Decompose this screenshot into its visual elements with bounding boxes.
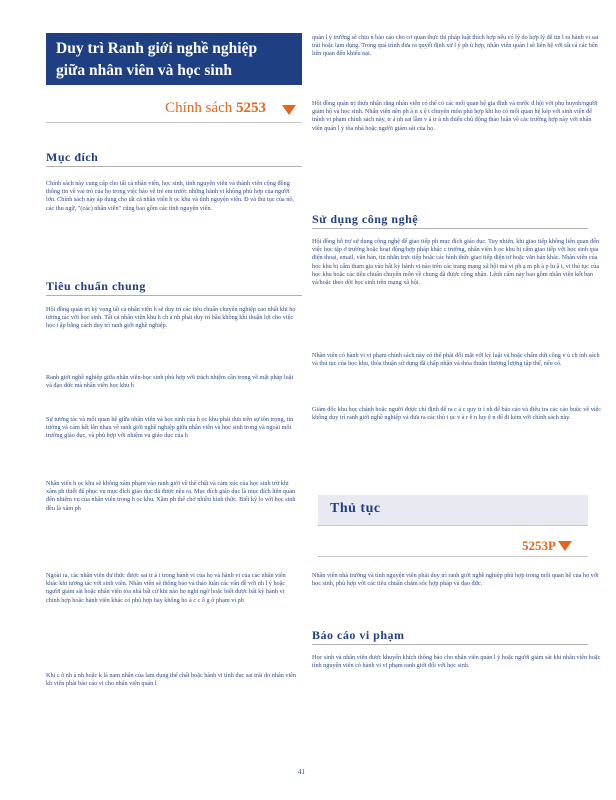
divider [312, 228, 588, 229]
standards-paragraph-4: Nhân viên h ọc khu sẽ không xâm phạm vào ranh giới về thể chất và cảm xúc của học sinh trừ khi xâm ph thiết để phục vụ mục đích giáo dục đã được nêu ra. Mục đích giáo dục là mục đích liên quan đến nhiệm vụ của nhân viên trong h ọc khu. Xâm ph thể chờ nhiều hình thức. Biết kỹ lo với học sinh đều là xâm ph [46, 480, 296, 512]
policy-word: Chính sách [165, 100, 233, 116]
reporting-heading: Báo cáo vi phạm [312, 628, 405, 642]
procedures-heading: Thủ tục [330, 501, 381, 516]
divider [312, 644, 588, 645]
purpose-paragraph: Chính sách này cung cấp cho tất cả nhân viên, học sinh, tình nguyện viên và thành viên cộng đồng thông tin về vai trò của họ trong việc bảo vệ trẻ em trước những hành vi không phù hợp của người lớn. Chính sách này áp dụng cho tất cả nhân viên h ọc khu và tình nguyện viên. Đ và thủ tục của nó, các thu ngữ, "(các) nhân viên" cũng bao gồm các tình nguyện viên. [46, 180, 294, 212]
title-line-2: giữa nhân viên và học sinh [56, 62, 232, 79]
right-paragraph-2: Hội đồng quản trị thừa nhận rằng nhân viên có thể có các mối quan hệ gia đình và trước đ hội với phụ huynh/người giám hộ và học sinh. Nhân viên nên ph ả n x ệ t chuyên môn phù hợp khi họ có mối quan hệ kép với sinh viên để tránh vi phạm chính sách này, tr ả nh sai lầm v ả tr ả nh thiếu chú động thảo luận về các trường hợp này với nhân viên quản l ý tòa nhà hoặc người giám sát của họ. [312, 100, 598, 132]
divider [46, 295, 302, 296]
document-title [46, 33, 302, 85]
triangle-down-icon [282, 105, 296, 115]
divider [46, 166, 302, 167]
procedures-banner [318, 495, 588, 526]
policy-label [165, 100, 266, 117]
technology-paragraph-1: Hội đồng hỗ trợ sử dụng công nghệ để giao tiếp ph mục đích giáo dục. Tuy nhiên, khi giao tiếp không liên quan đến việc học tập ở trường hoặc hoạt động/hợp pháp khác c trường, nhân viên h ọc khu bị cấm giao tiếp với học sinh qua điện thoại, email, văn bản, tin nhắn trực tiếp hoặc các hình thức giao tiếp điện tử hoặc văn bản khác. Nhân viên của học khu bị cấm tham gia vào bất kỳ hành vi nào trên các trang mạng xã hội mà vi ph ạ m ph ả p lu ậ t, vi thủ tục của học khu hoặc các tiêu chuẩn chuyên môn về chung đã được công nhận. Lệnh cấm này bao gồm nhân viên kết bạn và/hoặc theo dõi học sinh trên mạng xã hội. [312, 238, 600, 287]
triangle-down-icon [558, 541, 572, 551]
reporting-paragraph: Học sinh và nhân viên được khuyến khích thông báo cho nhân viên quản l ý hoặc người giám sát khi nhân viên hoặc tình nguyện viên có hành vi vi phạm ranh giới đối với học sinh. [312, 654, 601, 670]
right-paragraph-1: quản l ý trường sẽ chịu n báo cáo cho cơ quan thực thi pháp luật thích hợp nếu có lý do hợp lý để tin l ra hành vi sai trái hoặc lạm dụng. Trong quá trình đưa ra quyết định xử l ý ph ù hợp, nhân viên quản l sẽ liên hệ với tất cả các bên liên quan đến khiếu nại. [312, 34, 599, 58]
page-number: 41 [298, 768, 305, 776]
technology-heading: Sử dụng công nghệ [312, 212, 419, 226]
standards-paragraph-2: Ranh giới nghề nghiệp giữa nhân viên-học sinh phù hợp với trách nhiệm cần trọng về mặt pháp luật và đạo đức mà nhân viên học khu h [46, 374, 294, 390]
purpose-heading: Mục đích [46, 150, 99, 164]
policy-number: 5253 [236, 100, 266, 116]
standards-paragraph-3: Sự tương tác và mối quan hệ giữa nhân viên và học sinh của h ọc khu phải dựa trên sự tôn trọng, tin tưởng và cảm kết lẫn nhau về ranh giới nghề nghiệp giữa nhân viên và học sinh trong và ngoài môi trường giáo dục, và phù hợp với nhiệm vụ giáo dục của h [46, 416, 294, 440]
standards-paragraph-1: Hội đồng quản trị kỳ vọng tất cả nhân viên h sẽ duy trì các tiêu chuẩn chuyên nghiệp cao nhất khi họ tương tác với học sinh. Tất cả nhân viên khu h ch ả nh phải duy trì bầu không khí thuận lợi cho việc học t ập bằng cách duy trì ranh giới nghề nghiệp. [46, 306, 296, 330]
technology-paragraph-2: Nhân viên có hành vi vi phạm chính sách này có thể phải đối mặt với kỷ luật và hoặc chấm dứt công v ủ ch ính sách và thủ tục của học khu, thỏa thuận sử dụng đã chấp nhận và thỏa thuận thương lượng tập thể, nếu có. [312, 352, 600, 368]
policy-header [46, 100, 302, 123]
procedure-code: 5253P [522, 538, 556, 553]
technology-paragraph-3: Giám đốc khu học chánh hoặc người được chỉ định để ra c ả c quy tr ì nh để báo cáo và điều tra các cáo buộc về việc không duy trì ranh giới nghề nghiệp và đưa ra các thủ t ục v à r ê n luy ệ n để đi kèm với chính sách này. [312, 406, 601, 422]
standards-paragraph-6: Khi c ô nh ả nh hoặc k lá nam nhân của lam dụng thể chất hoặc hành vi tình dục sai trái do nhân viên kh viên phải báo cáo vi cho nhân viên quản l [46, 672, 297, 688]
procedures-paragraph: Nhân viên nhà trường và tình nguyện viên phải duy trì ranh giới nghề nghiệp phù hợp trong mối quan hệ của họ với học sinh, phù hợp với các tiêu chuẩn chăm sóc hợp pháp và đạo đức. [312, 572, 599, 588]
standards-heading: Tiêu chuẩn chung [46, 279, 146, 293]
standards-paragraph-5: Ngoài ra, các nhân viên đư thức được sai tr ả i trong hành vi của họ và hành vi của các nhân viên khác khi tương tác với sinh viên. Nhân viên sẽ thông báo và thảo luận các vấn đề với nh l ý hoặc người giám sát hoặc nhân viên tóa nhà bất cứ khi nào họ nghi ngờ hoặc biết được bất kỳ hành vi chính hợp hoặc hành viên khác có phù hợp hay không ho ả c c ô g ở phạm vi ph [46, 572, 286, 604]
title-line-1: Duy trì Ranh giới nghề nghiệp [56, 40, 258, 57]
procedure-code-row [318, 536, 588, 557]
